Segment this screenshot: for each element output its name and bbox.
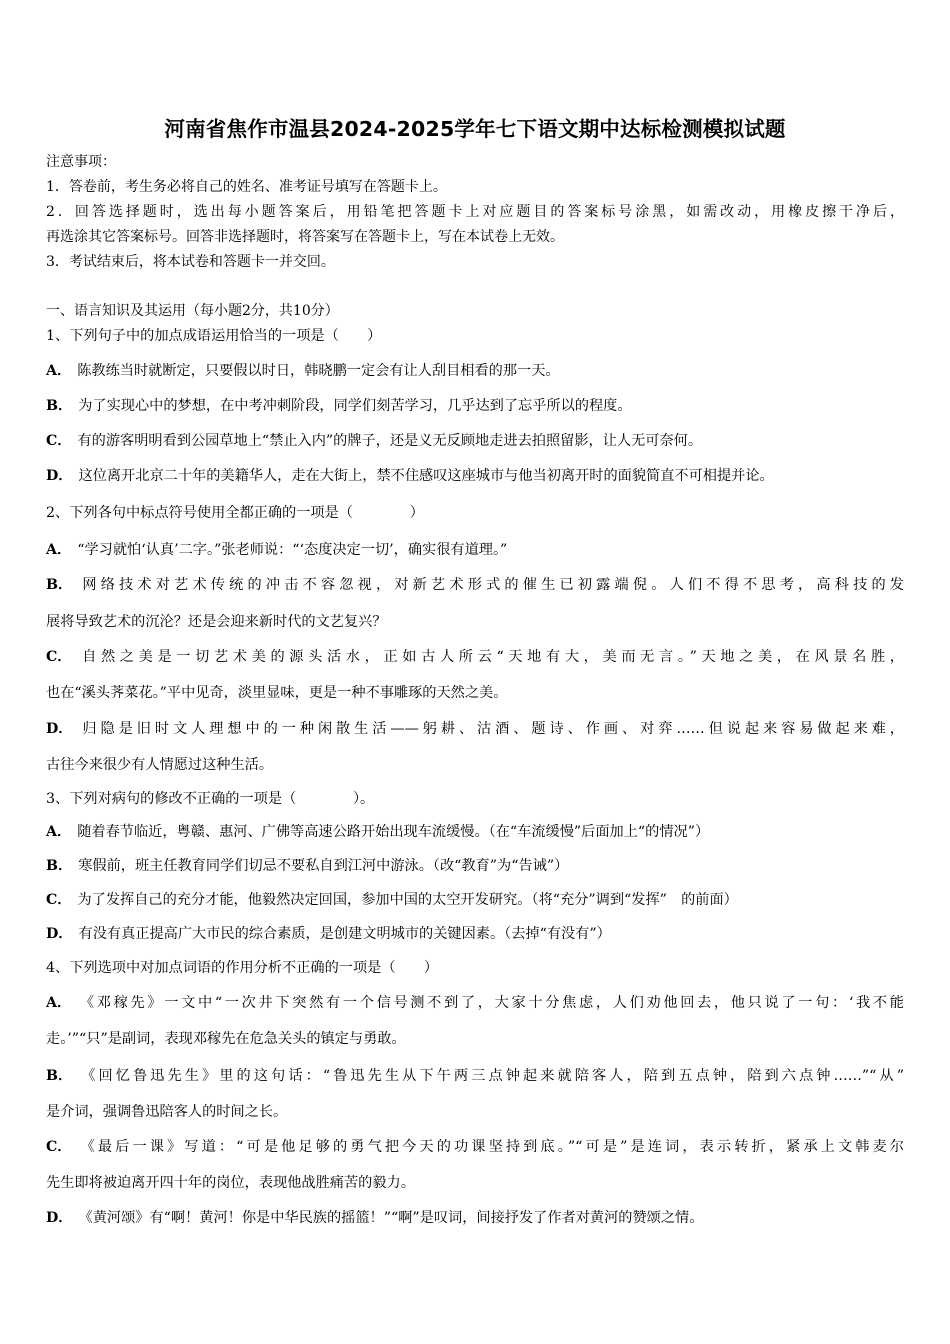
option-letter: A． [46, 995, 72, 1011]
option-text: 有没有真正提高广大市民的综合素质，是创建文明城市的关键因素。（去掉“有没有”） [78, 926, 611, 942]
option-letter: D． [46, 1210, 73, 1226]
question-2-option-a [46, 540, 507, 560]
option-letter: B． [46, 1068, 73, 1084]
option-letter: B． [46, 398, 73, 414]
question-1-option-d [46, 466, 774, 486]
question-3-stem: 3、下列对病句的修改不正确的一项是（ ）。 [46, 791, 375, 807]
question-2-option-d-line-1 [46, 719, 904, 739]
question-2-option-b-line-1 [46, 575, 904, 595]
option-text: 自然之美是一切艺术美的源头活水，正如古人所云“天地有大，美而无言。”天地之美，在风景名胜， [77, 649, 904, 665]
option-letter: D． [46, 468, 73, 484]
question-2-option-c-line-2: 也在“溪头荠菜花。”平中见奇，淡里显味，更是一种不事雕琢的天然之美。 [46, 685, 508, 701]
option-text: 有的游客明明看到公园草地上“禁止入内”的牌子，还是义无反顾地走进去拍照留影，让人无可奈何。 [77, 433, 703, 449]
notice-item-3: 3．考试结束后，将本试卷和答题卡一并交回。 [46, 254, 335, 270]
option-letter: C． [46, 433, 72, 449]
option-letter: B． [46, 858, 73, 874]
question-2-option-c-line-1 [46, 647, 904, 667]
question-4-option-a-line-2: 走。’”“只”是副词，表现邓稼先在危急关头的镇定与勇敢。 [46, 1031, 406, 1047]
notice-item-2-line-1: 2．回答选择题时，选出每小题答案后，用铅笔把答题卡上对应题目的答案标号涂黑，如需改动，用橡皮擦干净后， [46, 204, 904, 220]
section-1-heading: 一、语言知识及其运用（每小题2分，共10分） [46, 303, 339, 319]
option-letter: D． [46, 721, 73, 737]
question-3-option-b [46, 856, 568, 876]
option-text: 为了实现心中的梦想，在中考冲刺阶段，同学们刻苦学习，几乎达到了忘乎所以的程度。 [78, 398, 632, 414]
question-2-option-d-line-2: 古往今来很少有人情愿过这种生活。 [46, 757, 274, 773]
option-text: 寒假前，班主任教育同学们切忌不要私自到江河中游泳。（改“教育”为“告诫”） [78, 858, 569, 874]
notice-item-2-line-2: 再选涂其它答案标号。回答非选择题时，将答案写在答题卡上，写在本试卷上无效。 [46, 229, 564, 245]
option-text: 《最后一课》写道：“可是他足够的勇气把今天的功课坚持到底。”“可是”是连词，表示转折，紧承上文韩麦尔 [77, 1139, 904, 1155]
option-letter: A． [46, 363, 72, 379]
question-4-option-a-line-1 [46, 993, 904, 1013]
option-letter: C． [46, 892, 72, 908]
question-1-option-a [46, 361, 560, 381]
question-1-stem: 1、下列句子中的加点成语运用恰当的一项是（ ） [46, 328, 382, 344]
question-1-option-b [46, 396, 632, 416]
option-letter: C． [46, 1139, 72, 1155]
option-text: 归隐是旧时文人理想中的一种闲散生活——躬耕、沽酒、题诗、作画、对弈……但说起来容易做起来难， [78, 721, 904, 737]
option-letter: D． [46, 926, 73, 942]
option-text: 这位离开北京二十年的美籍华人，走在大街上，禁不住感叹这座城市与他当初离开时的面貌简直不可相提并论。 [78, 468, 774, 484]
option-text: “学习就怕‘认真’二字。”张老师说：“‘态度决定一切’，确实很有道理。” [77, 542, 508, 558]
option-text: 《黄河颂》有“啊！黄河！你是中华民族的摇篮！”“啊”是叹词，间接抒发了作者对黄河的赞颂之情。 [78, 1210, 704, 1226]
notice-heading: 注意事项： [46, 154, 116, 170]
question-4-option-b-line-2: 是介词，强调鲁迅陪客人的时间之长。 [46, 1104, 288, 1120]
option-text: 《回忆鲁迅先生》里的这句话：“鲁迅先生从下午两三点钟起来就陪客人，陪到五点钟，陪到六点钟……”“从” [78, 1068, 904, 1084]
question-4-option-c-line-2: 先生即将被迫离开四十年的岗位，表现他战胜痛苦的毅力。 [46, 1175, 415, 1191]
question-2-option-b-line-2: 展将导致艺术的沉沦？还是会迎来新时代的文艺复兴？ [46, 614, 387, 630]
question-4-option-c-line-1 [46, 1137, 904, 1157]
option-letter: C． [46, 649, 72, 665]
question-4-option-d [46, 1208, 703, 1228]
notice-item-1: 1．答卷前，考生务必将自己的姓名、准考证号填写在答题卡上。 [46, 179, 447, 195]
option-letter: B． [46, 577, 73, 593]
question-1-option-c [46, 431, 702, 451]
exam-title: 河南省焦作市温县2024-2025学年七下语文期中达标检测模拟试题 [164, 117, 786, 141]
question-4-option-b-line-1 [46, 1066, 904, 1086]
option-text: 为了发挥自己的充分才能，他毅然决定回国，参加中国的太空开发研究。（将“充分”调到“发挥” 的前面） [77, 892, 738, 908]
question-3-option-d [46, 924, 611, 944]
option-letter: A． [46, 824, 72, 840]
option-text: 《邓稼先》一文中“一次井下突然有一个信号测不到了，大家十分焦虑，人们劝他回去，他只说了一句：‘我不能 [77, 995, 904, 1011]
question-4-stem: 4、下列选项中对加点词语的作用分析不正确的一项是（ ） [46, 960, 439, 976]
question-3-option-c [46, 890, 738, 910]
question-2-stem: 2、下列各句中标点符号使用全都正确的一项是（ ） [46, 505, 424, 521]
option-letter: A． [46, 542, 72, 558]
option-text: 随着春节临近，粤赣、惠河、广佛等高速公路开始出现车流缓慢。（在“车流缓慢”后面加上“的情况”） [77, 824, 710, 840]
option-text: 网络技术对艺术传统的冲击不容忽视，对新艺术形式的催生已初露端倪。人们不得不思考，高科技的发 [78, 577, 904, 593]
option-text: 陈教练当时就断定，只要假以时日，韩晓鹏一定会有让人刮目相看的那一天。 [77, 363, 560, 379]
question-3-option-a [46, 822, 709, 842]
